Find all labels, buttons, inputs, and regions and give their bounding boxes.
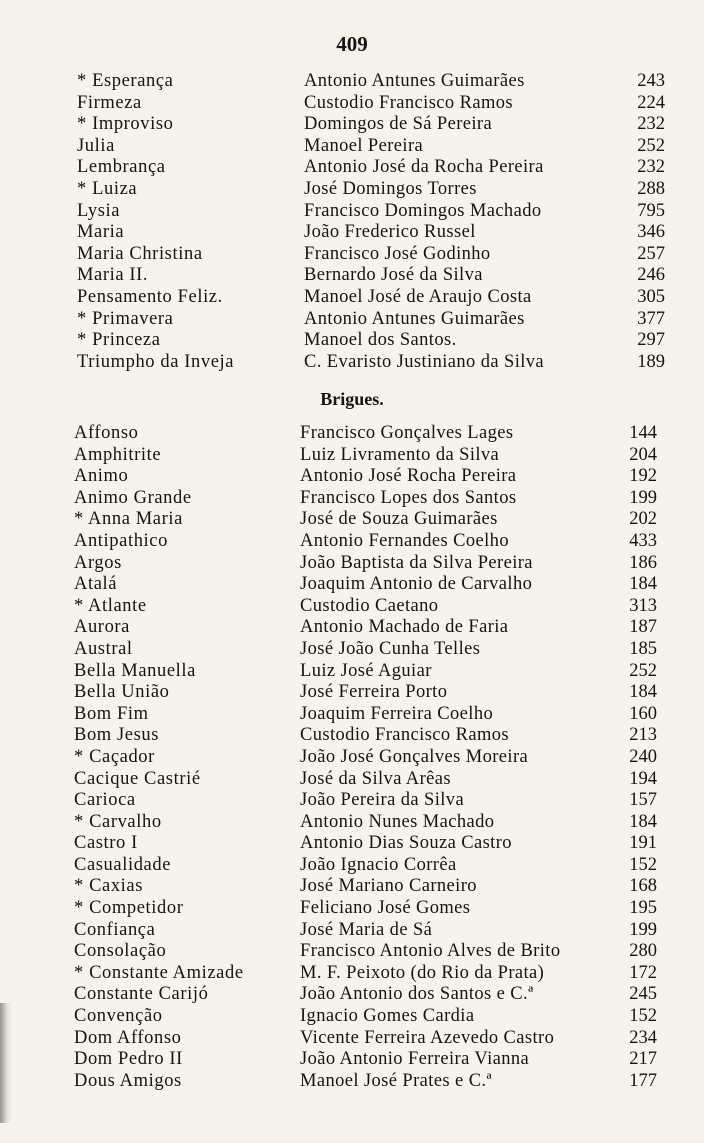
tonnage: 195 [629, 898, 657, 919]
table-row [0, 265, 704, 287]
owner-name: Francisco Antonio Alves de Brito [300, 941, 561, 962]
tonnage: 187 [629, 617, 657, 638]
table-row [0, 509, 704, 531]
owner-name: José Ferreira Porto [300, 682, 448, 703]
table-row [0, 114, 704, 136]
owner-name: João Baptista da Silva Pereira [300, 552, 533, 573]
owner-name: Custodio Caetano [300, 595, 439, 616]
owner-name: Antonio José Rocha Pereira [300, 466, 517, 487]
owner-name: Joaquim Ferreira Coelho [300, 703, 494, 724]
table-row [0, 244, 704, 266]
owner-name: M. F. Peixoto (do Rio da Prata) [300, 962, 545, 983]
table-row [0, 466, 704, 488]
owner-name: José Mariano Carneiro [300, 876, 477, 897]
tonnage: 243 [637, 71, 665, 91]
tonnage: 245 [629, 984, 657, 1005]
ship-name: Argos [74, 552, 122, 573]
tonnage: 152 [629, 854, 657, 875]
ship-name: Lembrança [77, 157, 166, 178]
ship-name: Austral [74, 638, 133, 659]
ship-name: Dous Amigos [74, 1070, 182, 1091]
tonnage: 194 [629, 768, 657, 789]
ship-name: Bella Manuella [74, 660, 196, 681]
ship-name: Firmeza [77, 92, 142, 113]
owner-name: Antonio José da Rocha Pereira [304, 157, 544, 178]
table-row [0, 812, 704, 834]
tonnage: 204 [629, 444, 657, 465]
table-row [0, 876, 704, 898]
ship-name: * Competidor [74, 898, 184, 919]
ship-name: Carioca [74, 790, 136, 811]
ship-name: Amphitrite [74, 444, 162, 465]
tonnage: 280 [629, 941, 657, 962]
owner-name: Luiz José Aguiar [300, 660, 432, 681]
ship-name: * Primavera [77, 308, 174, 329]
owner-name: Custodio Francisco Ramos [300, 725, 509, 746]
tonnage: 192 [629, 466, 657, 487]
owner-name: Manoel dos Santos. [304, 330, 457, 351]
table-row [0, 941, 704, 963]
ship-name: Cacique Castrié [74, 768, 201, 789]
owner-name: Antonio Machado de Faria [300, 617, 509, 638]
tonnage: 232 [637, 157, 665, 178]
ship-name: Bom Fim [74, 703, 149, 724]
table-row [0, 1028, 704, 1050]
tonnage: 346 [637, 222, 665, 243]
table-row [0, 93, 704, 115]
owner-name: Francisco Domingos Machado [304, 200, 542, 221]
tonnage: 191 [629, 833, 657, 854]
tonnage: 217 [629, 1049, 657, 1070]
ship-name: Julia [77, 135, 115, 156]
owner-name: Francisco Gonçalves Lages [300, 423, 514, 443]
table-row [0, 574, 704, 596]
owner-name: Antonio Fernandes Coelho [300, 530, 509, 551]
ship-name: Constante Carijó [74, 984, 209, 1005]
tonnage: 185 [629, 638, 657, 659]
owner-name: C. Evaristo Justiniano da Silva [304, 351, 545, 372]
tonnage: 189 [637, 351, 665, 372]
ship-name: Convenção [74, 1006, 163, 1027]
tonnage: 313 [629, 595, 657, 616]
table-row [0, 1006, 704, 1028]
tonnage: 433 [629, 530, 657, 551]
owner-name: Francisco José Godinho [304, 243, 491, 264]
table-row [0, 71, 704, 93]
tonnage: 288 [637, 178, 665, 199]
owner-name: João Antonio Ferreira Vianna [300, 1049, 530, 1070]
table-row [0, 531, 704, 553]
owner-name: José de Souza Guimarães [300, 509, 498, 530]
table-row [0, 920, 704, 942]
ship-name: Animo [74, 466, 129, 487]
tonnage: 246 [637, 265, 665, 286]
tonnage: 177 [629, 1070, 657, 1091]
ship-name: * Atlante [74, 595, 147, 616]
ship-name: Antipathico [74, 530, 168, 551]
owner-name: Domingos de Sá Pereira [304, 114, 493, 135]
owner-name: João Pereira da Silva [300, 790, 465, 811]
ship-name: * Caçador [74, 746, 155, 767]
tonnage: 160 [629, 703, 657, 724]
table-row [0, 136, 704, 158]
table-row [0, 617, 704, 639]
tonnage: 234 [629, 1027, 657, 1048]
owner-name: Antonio Antunes Guimarães [304, 308, 525, 329]
ship-name: Animo Grande [74, 487, 192, 508]
table-row [0, 553, 704, 575]
owner-name: José Maria de Sá [300, 919, 433, 940]
owner-name: Manoel José de Araujo Costa [304, 286, 532, 307]
page-number: 409 [336, 32, 368, 56]
table-row [0, 963, 704, 985]
ship-name: Dom Affonso [74, 1027, 182, 1048]
owner-name: Luiz Livramento da Silva [300, 444, 500, 465]
ship-name: * Anna Maria [74, 509, 183, 530]
table-row [0, 596, 704, 618]
owner-name: João Antonio dos Santos e C.ª [300, 984, 534, 1005]
table-row [0, 287, 704, 309]
ship-name: Maria [77, 222, 125, 243]
owner-name: Francisco Lopes dos Santos [300, 487, 517, 508]
table-row [0, 833, 704, 855]
ship-list-group-1 [0, 71, 704, 373]
table-row [0, 330, 704, 352]
owner-name: José João Cunha Telles [300, 638, 481, 659]
ship-name: Atalá [74, 574, 118, 595]
table-row [0, 769, 704, 791]
tonnage: 168 [629, 876, 657, 897]
owner-name: José Domingos Torres [304, 178, 477, 199]
table-row [0, 423, 704, 445]
tonnage: 199 [629, 487, 657, 508]
ship-name: Casualidade [74, 854, 172, 875]
tonnage: 184 [629, 574, 657, 595]
ship-name: Triumpho da Inveja [77, 351, 235, 372]
ship-name: Bom Jesus [74, 725, 160, 746]
owner-name: João Frederico Russel [304, 222, 476, 243]
table-row [0, 179, 704, 201]
ship-name: Maria II. [77, 265, 149, 286]
tonnage: 199 [629, 919, 657, 940]
tonnage: 252 [637, 135, 665, 156]
tonnage: 224 [637, 92, 665, 113]
tonnage: 157 [629, 790, 657, 811]
owner-name: Antonio Antunes Guimarães [304, 71, 525, 91]
tonnage: 297 [637, 330, 665, 351]
tonnage: 144 [629, 423, 657, 443]
tonnage: 377 [637, 308, 665, 329]
ship-name: Bella União [74, 682, 170, 703]
ship-name: Aurora [74, 617, 130, 638]
table-row [0, 1071, 704, 1093]
owner-name: Joaquim Antonio de Carvalho [300, 574, 533, 595]
tonnage: 152 [629, 1006, 657, 1027]
page-edge-shadow [0, 1003, 12, 1123]
table-row [0, 352, 704, 374]
ship-list-brigues [0, 423, 704, 1092]
owner-name: Custodio Francisco Ramos [304, 92, 513, 113]
ship-name: * Esperança [77, 71, 174, 91]
ship-name: * Caxias [74, 876, 144, 897]
owner-name: Manoel Pereira [304, 135, 424, 156]
tonnage: 232 [637, 114, 665, 135]
owner-name: Ignacio Gomes Cardia [300, 1006, 475, 1027]
table-row [0, 222, 704, 244]
table-row [0, 309, 704, 331]
ship-name: Confiança [74, 919, 156, 940]
table-row [0, 855, 704, 877]
table-row [0, 1049, 704, 1071]
owner-name: Antonio Dias Souza Castro [300, 833, 512, 854]
ship-name: * Luiza [77, 178, 138, 199]
tonnage: 184 [629, 811, 657, 832]
table-row [0, 725, 704, 747]
table-row [0, 984, 704, 1006]
owner-name: João José Gonçalves Moreira [300, 746, 529, 767]
tonnage: 213 [629, 725, 657, 746]
ship-name: Consolação [74, 941, 167, 962]
ship-name: * Carvalho [74, 811, 162, 832]
ship-name: Dom Pedro II [74, 1049, 183, 1070]
tonnage: 186 [629, 552, 657, 573]
table-row [0, 661, 704, 683]
ship-name: * Princeza [77, 330, 161, 351]
ship-name: Pensamento Feliz. [77, 286, 223, 307]
table-row [0, 790, 704, 812]
ship-name: Affonso [74, 423, 139, 443]
tonnage: 240 [629, 746, 657, 767]
tonnage: 795 [637, 200, 665, 221]
table-row [0, 201, 704, 223]
table-row [0, 747, 704, 769]
tonnage: 202 [629, 509, 657, 530]
ship-name: Lysia [77, 200, 121, 221]
owner-name: Bernardo José da Silva [304, 265, 483, 286]
table-row [0, 488, 704, 510]
table-row [0, 898, 704, 920]
table-row [0, 157, 704, 179]
owner-name: José da Silva Arêas [300, 768, 451, 789]
owner-name: Feliciano José Gomes [300, 898, 471, 919]
ship-name: * Improviso [77, 114, 174, 135]
tonnage: 172 [629, 962, 657, 983]
owner-name: Vicente Ferreira Azevedo Castro [300, 1027, 555, 1048]
tonnage: 257 [637, 243, 665, 264]
ship-name: Maria Christina [77, 243, 203, 264]
owner-name: Antonio Nunes Machado [300, 811, 495, 832]
ship-name: * Constante Amizade [74, 962, 244, 983]
table-row [0, 445, 704, 467]
table-row [0, 682, 704, 704]
table-row [0, 639, 704, 661]
ship-name: Castro I [74, 833, 138, 854]
tonnage: 184 [629, 682, 657, 703]
section-heading: Brigues. [320, 389, 384, 409]
tonnage: 305 [637, 286, 665, 307]
owner-name: João Ignacio Corrêa [300, 854, 457, 875]
owner-name: Manoel José Prates e C.ª [300, 1070, 492, 1091]
tonnage: 252 [629, 660, 657, 681]
table-row [0, 704, 704, 726]
